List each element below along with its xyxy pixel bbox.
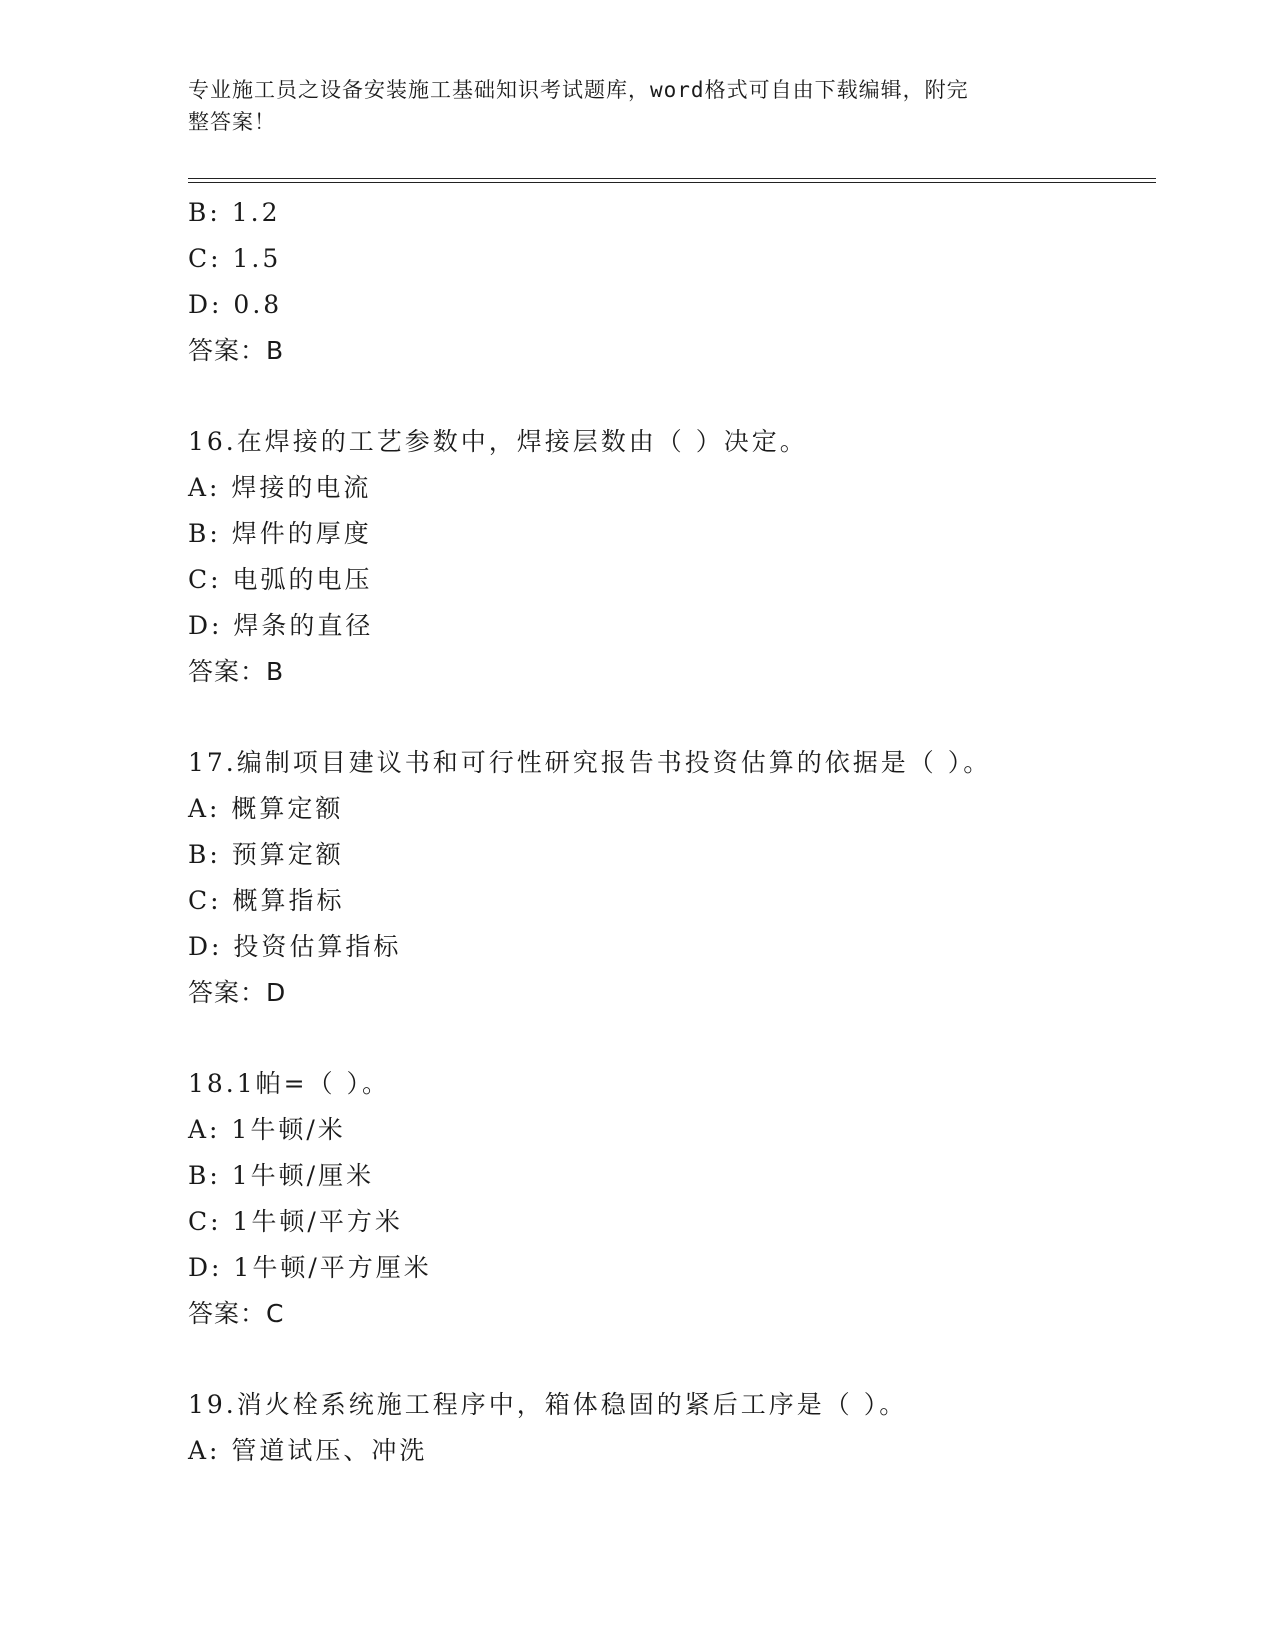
answer: 答案：B — [188, 336, 285, 365]
option-c: C: 1.5 — [188, 244, 282, 273]
option-b: B: 预算定额 — [188, 840, 344, 869]
option-d: D: 焊条的直径 — [188, 611, 374, 640]
option-d: D: 0.8 — [188, 290, 283, 319]
document-header — [188, 74, 1068, 138]
header-line-1: 专业施工员之设备安装施工基础知识考试题库，word格式可自由下载编辑，附完 — [188, 78, 969, 102]
question-19 — [188, 1382, 1156, 1474]
option-b: B: 1.2 — [188, 198, 281, 227]
question-18 — [188, 1061, 1156, 1337]
option-a: A: 概算定额 — [188, 794, 344, 823]
option-a: A: 焊接的电流 — [188, 473, 372, 502]
question-16 — [188, 419, 1156, 695]
option-b: B: 焊件的厚度 — [188, 519, 372, 548]
answer: 答案：D — [188, 978, 287, 1007]
option-c: C: 1牛顿/平方米 — [188, 1207, 403, 1236]
option-d: D: 1牛顿/平方厘米 — [188, 1253, 432, 1282]
option-d: D: 投资估算指标 — [188, 932, 402, 961]
question-content — [188, 190, 1156, 1474]
option-c: C: 概算指标 — [188, 886, 345, 915]
answer: 答案：C — [188, 1299, 285, 1328]
option-a: A: 1牛顿/米 — [188, 1115, 346, 1144]
question-stem: 18.1帕=（ ）。 — [188, 1069, 391, 1098]
header-line-2: 整答案！ — [188, 110, 276, 134]
question-stem: 19.消火栓系统施工程序中，箱体稳固的紧后工序是（ ）。 — [188, 1390, 908, 1419]
question-stem: 16.在焊接的工艺参数中，焊接层数由（ ）决定。 — [188, 427, 808, 456]
question-stem: 17.编制项目建议书和可行性研究报告书投资估算的依据是（ ）。 — [188, 748, 992, 777]
question-17 — [188, 740, 1156, 1016]
option-b: B: 1牛顿/厘米 — [188, 1161, 375, 1190]
question-15-tail — [188, 190, 1156, 374]
option-a: A: 管道试压、冲洗 — [188, 1436, 428, 1465]
option-c: C: 电弧的电压 — [188, 565, 373, 594]
header-divider — [188, 178, 1156, 183]
answer: 答案：B — [188, 657, 285, 686]
